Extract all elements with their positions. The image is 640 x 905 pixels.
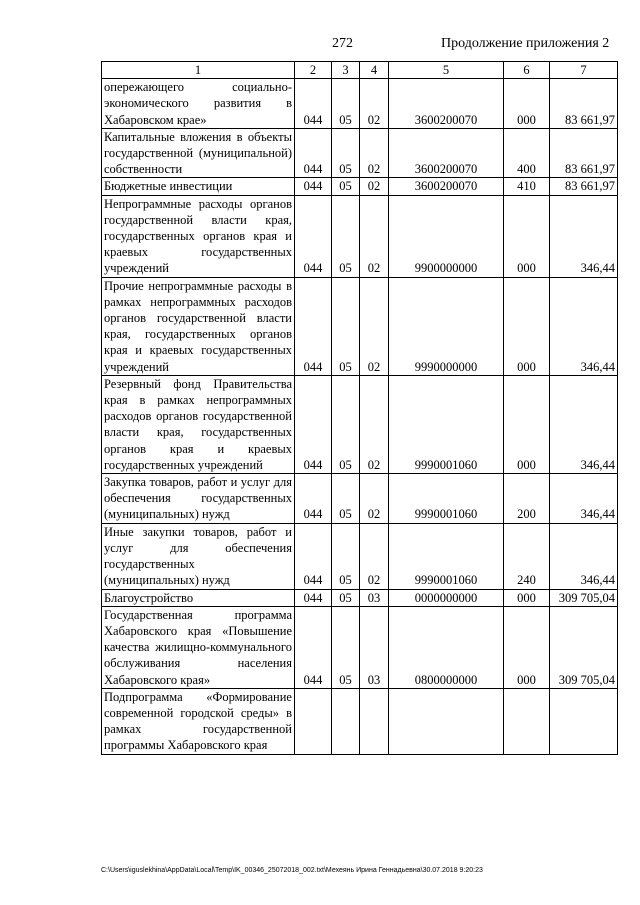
expense-type-cell: 200 — [504, 474, 550, 524]
section-code-cell — [332, 688, 360, 754]
column-header: 7 — [550, 62, 618, 79]
subsection-code-cell: 02 — [360, 178, 389, 195]
section-code-cell: 05 — [332, 589, 360, 606]
amount-cell: 346,44 — [550, 277, 618, 375]
ministry-code-cell: 044 — [295, 178, 332, 195]
expense-type-cell: 000 — [504, 277, 550, 375]
section-code-cell: 05 — [332, 79, 360, 129]
expense-type-cell: 410 — [504, 178, 550, 195]
amount-cell: 346,44 — [550, 474, 618, 524]
subsection-code-cell — [360, 688, 389, 754]
table-row — [102, 178, 618, 195]
appendix-continuation-label: Продолжение приложения 2 — [441, 36, 610, 51]
row-name-cell: Капитальные вложения в объекты государственной (муниципальной) собственности — [102, 128, 295, 178]
row-name-cell: Государственная программа Хабаровского края «Повышение качества жилищно-коммунального обслуживания населения Хабаровского края» — [102, 606, 295, 688]
row-name-cell: Резервный фонд Правительства края в рамках непрограммных расходов органов государственной власти края, государственных органов края и краевых государственных учреждений — [102, 375, 295, 473]
row-name-cell: Благоустройство — [102, 589, 295, 606]
amount-cell: 346,44 — [550, 523, 618, 589]
row-name-cell: опережающего социально-экономического развития в Хабаровском крае» — [102, 79, 295, 129]
target-article-cell: 3600200070 — [389, 178, 504, 195]
ministry-code-cell: 044 — [295, 79, 332, 129]
amount-cell: 346,44 — [550, 375, 618, 473]
section-code-cell: 05 — [332, 375, 360, 473]
amount-cell: 346,44 — [550, 195, 618, 277]
budget-table — [101, 61, 618, 755]
section-code-cell: 05 — [332, 178, 360, 195]
amount-cell — [550, 688, 618, 754]
target-article-cell: 9990001060 — [389, 523, 504, 589]
table-header-row — [102, 62, 618, 79]
amount-cell: 83 661,97 — [550, 79, 618, 129]
subsection-code-cell: 02 — [360, 128, 389, 178]
target-article-cell: 9990001060 — [389, 474, 504, 524]
footer-file-path: C:\Users\iguslekhina\AppData\Local\Temp\IK_00346_25072018_002.txt\Мехеянь Ирина Геннадьевна\30.07.2018 9:20:23 — [101, 867, 483, 874]
subsection-code-cell: 02 — [360, 79, 389, 129]
amount-cell: 309 705,04 — [550, 589, 618, 606]
ministry-code-cell: 044 — [295, 195, 332, 277]
target-article-cell: 9900000000 — [389, 195, 504, 277]
row-name-cell: Закупка товаров, работ и услуг для обеспечения государственных (муниципальных) нужд — [102, 474, 295, 524]
table-row — [102, 128, 618, 178]
row-name-cell: Иные закупки товаров, работ и услуг для обеспечения государственных (муниципальных) нужд — [102, 523, 295, 589]
section-code-cell: 05 — [332, 277, 360, 375]
ministry-code-cell: 044 — [295, 606, 332, 688]
section-code-cell: 05 — [332, 474, 360, 524]
amount-cell: 83 661,97 — [550, 128, 618, 178]
target-article-cell: 3600200070 — [389, 79, 504, 129]
column-header: 5 — [389, 62, 504, 79]
page-number: 272 — [332, 36, 353, 51]
column-header: 2 — [295, 62, 332, 79]
section-code-cell: 05 — [332, 523, 360, 589]
row-name-cell: Непрограммные расходы органов государственной власти края, государственных органов края и краевых государственных учреждений — [102, 195, 295, 277]
table-body — [102, 79, 618, 754]
row-name-cell: Бюджетные инвестиции — [102, 178, 295, 195]
expense-type-cell: 000 — [504, 589, 550, 606]
row-name-cell: Подпрограмма «Формирование современной городской среды» в рамках государственной программы Хабаровского края — [102, 688, 295, 754]
expense-type-cell — [504, 688, 550, 754]
table-row — [102, 375, 618, 473]
table-row — [102, 474, 618, 524]
ministry-code-cell: 044 — [295, 523, 332, 589]
column-header: 4 — [360, 62, 389, 79]
amount-cell: 309 705,04 — [550, 606, 618, 688]
target-article-cell: 0000000000 — [389, 589, 504, 606]
column-header: 1 — [102, 62, 295, 79]
ministry-code-cell: 044 — [295, 277, 332, 375]
ministry-code-cell: 044 — [295, 375, 332, 473]
subsection-code-cell: 02 — [360, 474, 389, 524]
section-code-cell: 05 — [332, 195, 360, 277]
table-row — [102, 195, 618, 277]
ministry-code-cell: 044 — [295, 589, 332, 606]
table-row — [102, 589, 618, 606]
table-row — [102, 688, 618, 754]
section-code-cell: 05 — [332, 606, 360, 688]
subsection-code-cell: 02 — [360, 375, 389, 473]
subsection-code-cell: 03 — [360, 606, 389, 688]
target-article-cell: 3600200070 — [389, 128, 504, 178]
expense-type-cell: 000 — [504, 79, 550, 129]
target-article-cell: 9990001060 — [389, 375, 504, 473]
subsection-code-cell: 02 — [360, 523, 389, 589]
ministry-code-cell — [295, 688, 332, 754]
ministry-code-cell: 044 — [295, 474, 332, 524]
expense-type-cell: 000 — [504, 195, 550, 277]
target-article-cell: 9990000000 — [389, 277, 504, 375]
column-header: 6 — [504, 62, 550, 79]
row-name-cell: Прочие непрограммные расходы в рамках непрограммных расходов органов государственной власти края, государственных органов края и краевых государственных учреждений — [102, 277, 295, 375]
expense-type-cell: 240 — [504, 523, 550, 589]
table-row — [102, 606, 618, 688]
subsection-code-cell: 03 — [360, 589, 389, 606]
table-row — [102, 523, 618, 589]
expense-type-cell: 000 — [504, 606, 550, 688]
target-article-cell — [389, 688, 504, 754]
subsection-code-cell: 02 — [360, 277, 389, 375]
target-article-cell: 0800000000 — [389, 606, 504, 688]
table-row — [102, 277, 618, 375]
table-row — [102, 79, 618, 129]
column-header: 3 — [332, 62, 360, 79]
section-code-cell: 05 — [332, 128, 360, 178]
amount-cell: 83 661,97 — [550, 178, 618, 195]
ministry-code-cell: 044 — [295, 128, 332, 178]
subsection-code-cell: 02 — [360, 195, 389, 277]
expense-type-cell: 400 — [504, 128, 550, 178]
expense-type-cell: 000 — [504, 375, 550, 473]
